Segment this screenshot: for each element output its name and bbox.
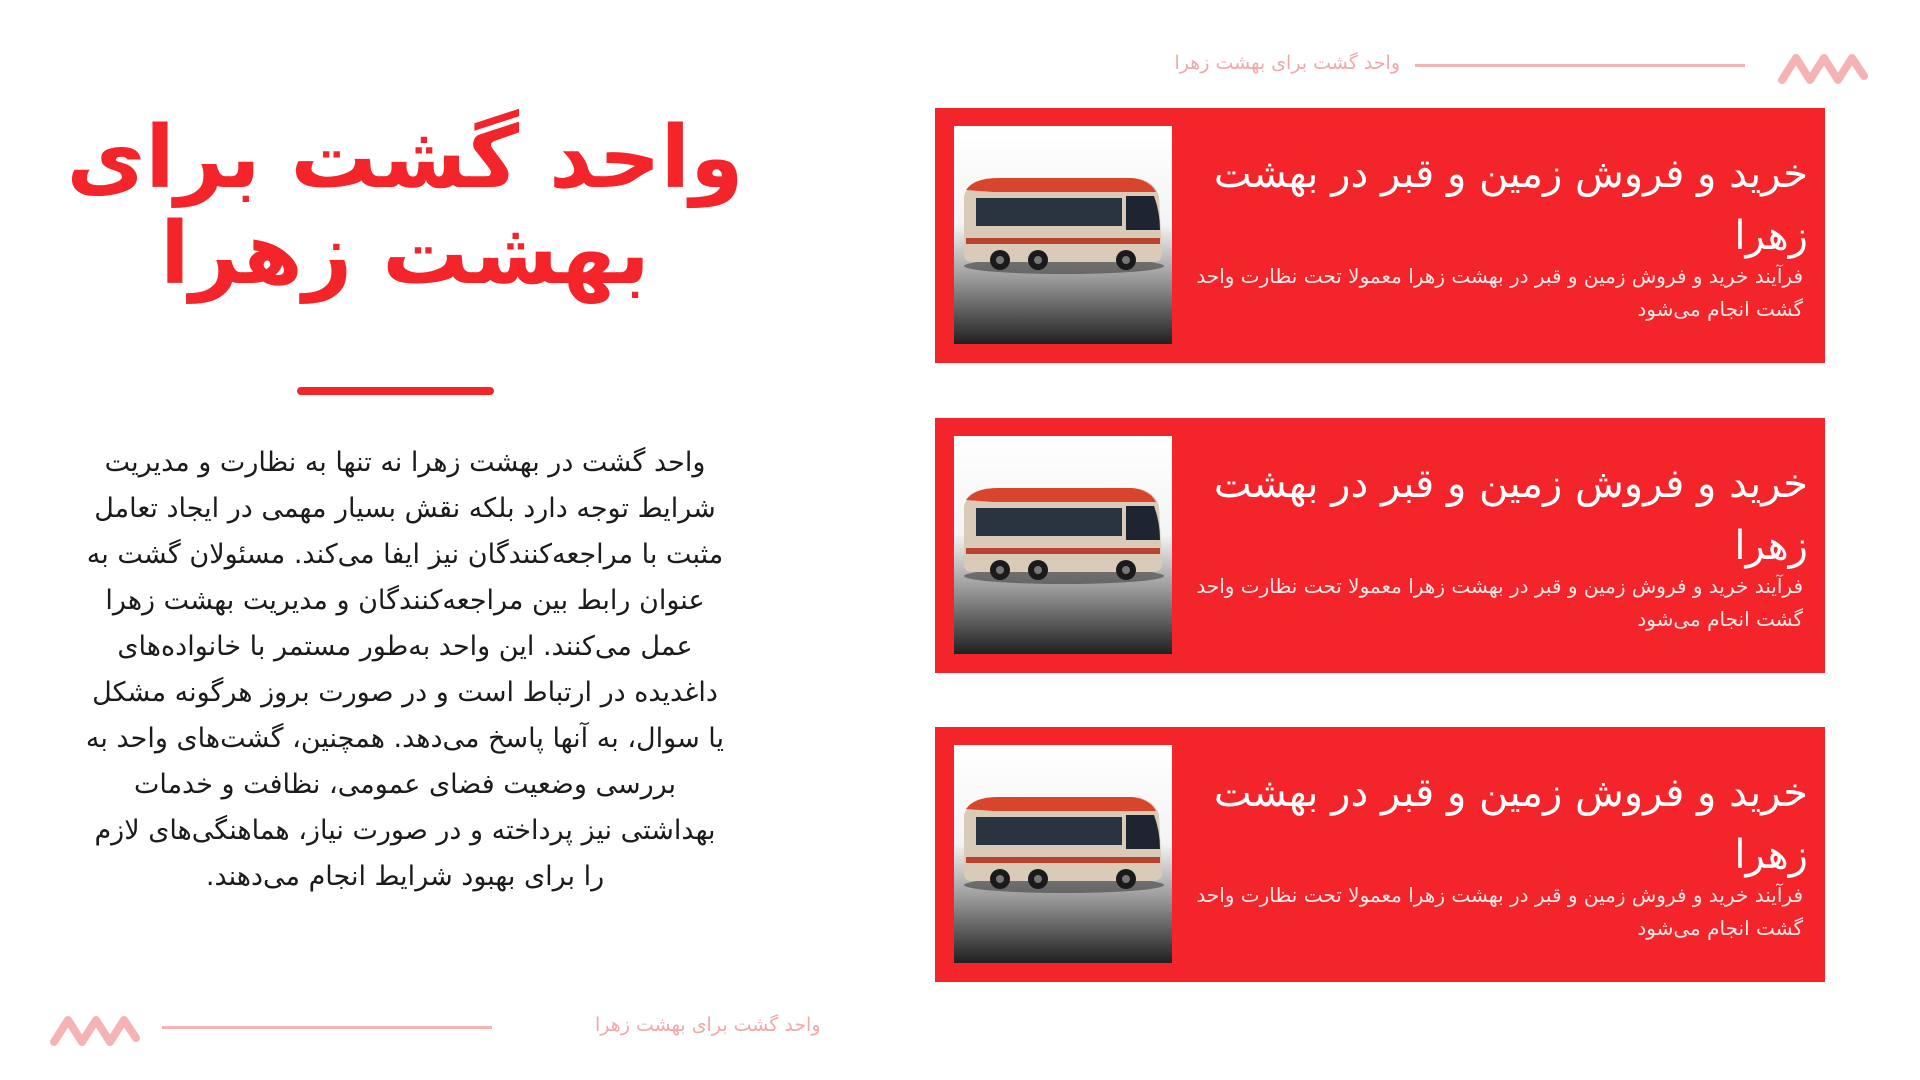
card-title: خرید و فروش زمین و قبر در بهشت زهرا xyxy=(1213,151,1808,259)
info-card xyxy=(935,418,1825,673)
header-text: واحد گشت برای بهشت زهرا xyxy=(1174,52,1400,74)
zigzag-logo-icon xyxy=(50,1010,140,1050)
bus-illustration-icon xyxy=(954,745,1172,963)
info-card xyxy=(935,108,1825,363)
bus-illustration-icon xyxy=(954,436,1172,654)
header-divider xyxy=(1415,64,1745,67)
info-card xyxy=(935,727,1825,982)
zigzag-logo-icon xyxy=(1778,48,1868,88)
footer-divider xyxy=(162,1026,492,1029)
card-description: فرآیند خرید و فروش زمین و قبر در بهشت زهرا معمولا تحت نظارت واحد گشت انجام می‌شود xyxy=(1196,883,1803,940)
card-title: خرید و فروش زمین و قبر در بهشت زهرا xyxy=(1213,461,1808,569)
title-underline xyxy=(297,387,494,395)
footer-text: واحد گشت برای بهشت زهرا xyxy=(595,1014,821,1036)
bus-image xyxy=(954,745,1172,963)
slide-header xyxy=(1120,48,1880,88)
slide-footer xyxy=(50,1010,870,1050)
body-paragraph: واحد گشت در بهشت زهرا نه تنها به نظارت و مدیریت شرایط توجه دارد بلکه نقش بسیار مهمی در ایجاد تعامل مثبت با مراجعه‌کنندگان نیز ایفا می‌کند. مسئولان گشت به عنوان رابط بین مراجعه‌کنندگان و مدیریت بهشت زهرا عمل می‌کنند. این واحد به‌طور مستمر با خانواده‌های داغدیده در ارتباط است و در صورت بروز هرگونه مشکل یا سوال، به آنها پاسخ می‌دهد. همچنین، گشت‌های واحد به بررسی وضعیت فضای عمومی، نظافت و خدمات بهداشتی نیز پرداخته و در صورت نیاز، هماهنگی‌های لازم را برای بهبود شرایط انجام می‌دهند. xyxy=(85,447,725,892)
card-description: فرآیند خرید و فروش زمین و قبر در بهشت زهرا معمولا تحت نظارت واحد گشت انجام می‌شود xyxy=(1196,264,1803,321)
card-title: خرید و فروش زمین و قبر در بهشت زهرا xyxy=(1213,770,1808,878)
page-title: واحد گشت برای بهشت زهرا xyxy=(66,108,744,304)
card-description: فرآیند خرید و فروش زمین و قبر در بهشت زهرا معمولا تحت نظارت واحد گشت انجام می‌شود xyxy=(1196,574,1803,631)
bus-image xyxy=(954,436,1172,654)
bus-image xyxy=(954,126,1172,344)
bus-illustration-icon xyxy=(954,126,1172,344)
